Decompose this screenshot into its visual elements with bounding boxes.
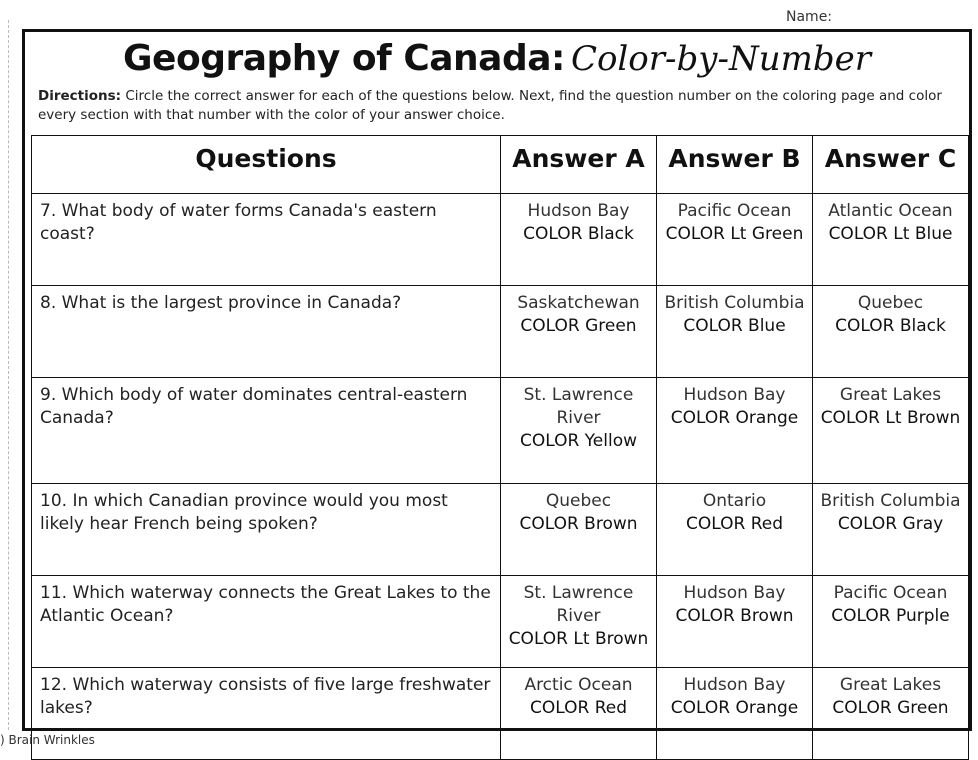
answer-name: St. Lawrence River xyxy=(523,583,634,626)
answer-color: COLOR Yellow xyxy=(519,431,638,451)
answer-c[interactable] xyxy=(813,194,969,286)
answer-name: Quebec xyxy=(545,491,612,511)
header-answer-c: Answer C xyxy=(813,136,969,194)
directions-lead: Directions: xyxy=(38,88,122,104)
answer-color: COLOR Gray xyxy=(837,514,944,534)
answer-name: Hudson Bay xyxy=(683,583,786,603)
answer-color: COLOR Green xyxy=(520,316,637,336)
answer-name: Arctic Ocean xyxy=(524,675,633,695)
header-answer-b: Answer B xyxy=(657,136,813,194)
answer-color: COLOR Red xyxy=(685,514,783,534)
answer-name: British Columbia xyxy=(820,491,961,511)
table-row xyxy=(32,286,969,378)
answer-name: Pacific Ocean xyxy=(677,201,792,221)
answer-a[interactable] xyxy=(501,194,657,286)
answer-name: Saskatchewan xyxy=(517,293,640,313)
answer-name: Hudson Bay xyxy=(683,385,786,405)
answer-c[interactable] xyxy=(813,668,969,760)
copyright-text: ) Brain Wrinkles xyxy=(0,733,95,747)
question-text: 10. In which Canadian province would you most likely hear French being spoken? xyxy=(32,484,501,576)
answer-b[interactable] xyxy=(657,378,813,484)
answer-name: St. Lawrence River xyxy=(523,385,634,428)
answer-color: COLOR Lt Brown xyxy=(508,629,649,649)
question-text: 7. What body of water forms Canada's eastern coast? xyxy=(32,194,501,286)
answer-a[interactable] xyxy=(501,576,657,668)
directions-text: Circle the correct answer for each of the questions below. Next, find the question number on the coloring page and color every section with that number with the color of your answer choice. xyxy=(38,88,942,123)
answer-color: COLOR Red xyxy=(529,698,627,718)
question-text: 12. Which waterway consists of five large freshwater lakes? xyxy=(32,668,501,760)
answer-color: COLOR Lt Brown xyxy=(820,408,961,428)
answer-color: COLOR Orange xyxy=(670,698,799,718)
answer-color: COLOR Orange xyxy=(670,408,799,428)
answer-color: COLOR Green xyxy=(832,698,949,718)
answer-a[interactable] xyxy=(501,484,657,576)
table-header-row xyxy=(32,136,969,194)
answer-name: Ontario xyxy=(702,491,767,511)
table-row xyxy=(32,668,969,760)
answer-c[interactable] xyxy=(813,484,969,576)
title-main: Geography of Canada: xyxy=(123,38,565,79)
answer-b[interactable] xyxy=(657,668,813,760)
question-text: 11. Which waterway connects the Great Lakes to the Atlantic Ocean? xyxy=(32,576,501,668)
answer-name: Hudson Bay xyxy=(527,201,630,221)
answer-name: Hudson Bay xyxy=(683,675,786,695)
table-row xyxy=(32,484,969,576)
answer-color: COLOR Lt Green xyxy=(665,224,804,244)
answer-color: COLOR Brown xyxy=(519,514,638,534)
page-edge-line xyxy=(8,20,10,730)
answer-name: Atlantic Ocean xyxy=(828,201,953,221)
page-title xyxy=(25,38,969,79)
answer-name: British Columbia xyxy=(664,293,805,313)
answer-c[interactable] xyxy=(813,576,969,668)
answer-b[interactable] xyxy=(657,576,813,668)
question-text: 8. What is the largest province in Canada? xyxy=(32,286,501,378)
answer-b[interactable] xyxy=(657,286,813,378)
answer-a[interactable] xyxy=(501,286,657,378)
answer-a[interactable] xyxy=(501,668,657,760)
question-text: 9. Which body of water dominates central-eastern Canada? xyxy=(32,378,501,484)
name-label: Name: xyxy=(786,9,833,25)
questions-table xyxy=(31,135,969,760)
header-questions: Questions xyxy=(32,136,501,194)
table-row xyxy=(32,194,969,286)
answer-color: COLOR Black xyxy=(523,224,634,244)
header-answer-a: Answer A xyxy=(501,136,657,194)
answer-name: Quebec xyxy=(857,293,924,313)
answer-b[interactable] xyxy=(657,484,813,576)
answer-name: Pacific Ocean xyxy=(833,583,948,603)
worksheet xyxy=(22,29,972,731)
directions xyxy=(38,87,957,125)
answer-color: COLOR Blue xyxy=(683,316,786,336)
answer-color: COLOR Brown xyxy=(675,606,794,626)
answer-color: COLOR Lt Blue xyxy=(828,224,953,244)
answer-c[interactable] xyxy=(813,378,969,484)
answer-c[interactable] xyxy=(813,286,969,378)
title-subtitle: Color-by-Number xyxy=(570,39,871,79)
table-row xyxy=(32,378,969,484)
answer-name: Great Lakes xyxy=(839,675,942,695)
answer-b[interactable] xyxy=(657,194,813,286)
answer-a[interactable] xyxy=(501,378,657,484)
answer-color: COLOR Black xyxy=(835,316,946,336)
answer-name: Great Lakes xyxy=(839,385,942,405)
table-row xyxy=(32,576,969,668)
answer-color: COLOR Purple xyxy=(831,606,950,626)
